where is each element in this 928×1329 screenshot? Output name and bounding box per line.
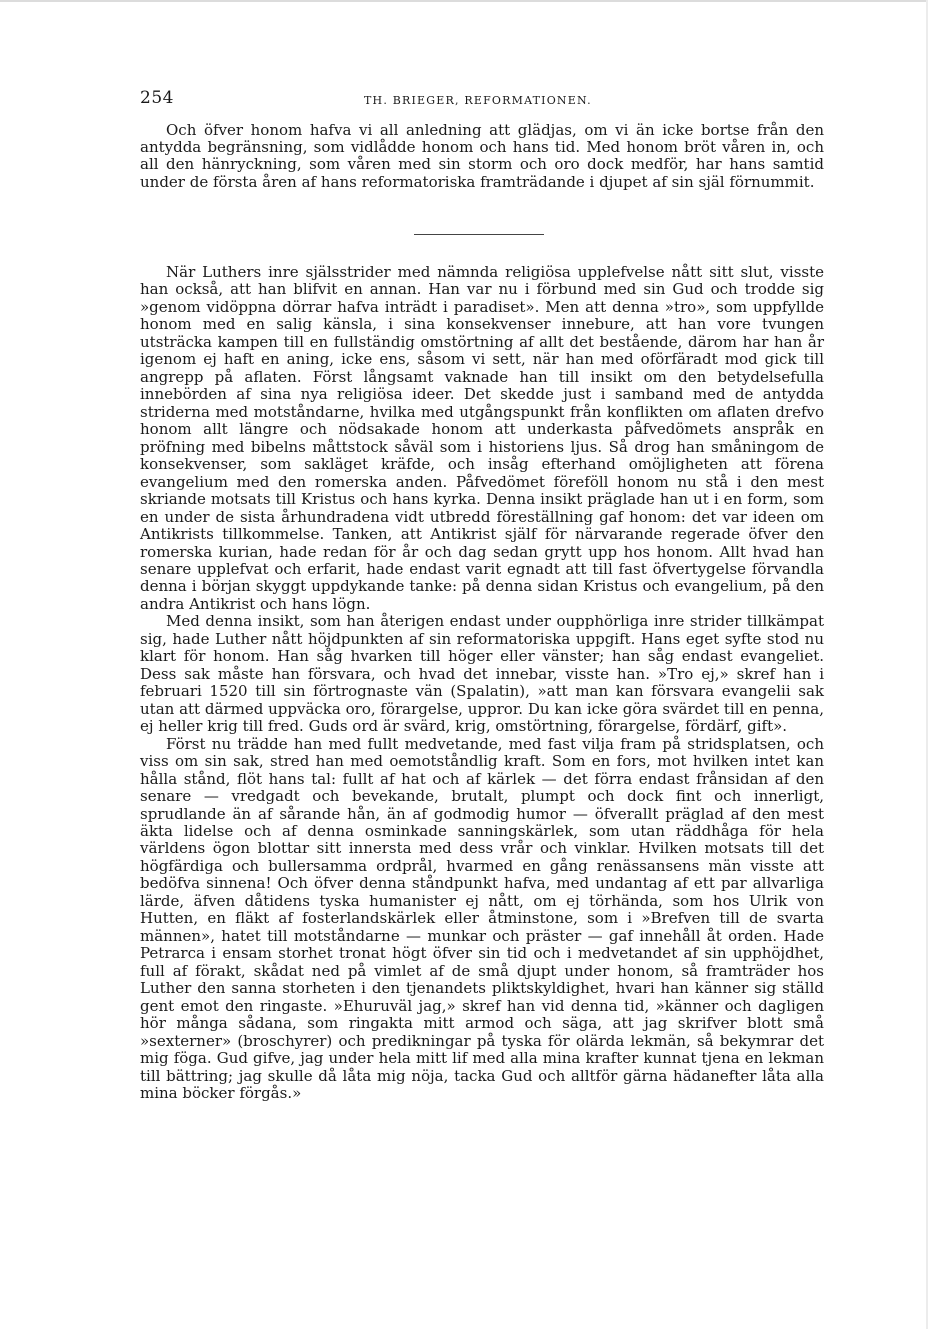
body-paragraph-2: Med denna insikt, som han återigen endast under oupphörliga inre strider tillkämpat sig, hade Luther nått höjdpunkten af sin reformatoriska uppgift. Hans eget syfte stod nu klart för honom. Han såg hvarken till höger eller vänster; han såg endast evangeliet. Dess sak måste han försvara, och hvad det innebar, visste han. »Tro ej,» skref han i februari 1520 till sin förtrognaste vän (Spalatin), »att man kan försvara evangelii sak utan att därmed uppväcka oro, förargelse, uppror. Du kan icke göra svärdet till en penna, ej heller krig till fred. Guds ord är svärd, krig, omstörtning, förargelse, fördärf, gift». — [140, 612, 824, 736]
scan-edge-top — [0, 0, 928, 2]
body-paragraph-3: Först nu trädde han med fullt medvetande, med fast vilja fram på stridsplatsen, och viss om sin sak, stred han med oemotståndlig kraft. Som en fors, mot hvilken intet kan hålla stånd, flöt hans tal: fullt af hat och af kärlek — det förra endast frånsidan af den senare — vredgadt och bevekande, brutalt, plumpt och dock fint och innerligt, sprudlande än af sårande hån, än af godmodig humor — öfverallt präglad af den mest äkta lidelse och af denna osminkade sanningskärlek, som utan räddhåga för hela världens ögon blottar sitt innersta med dess vrår och vinklar. Hvilken motsats till det högfärdiga och bullersamma ordprål, hvarmed en gång renässansens män visste att bedöfva sinnena! Och öfver denna ståndpunkt hafva, med undantag af ett par allvarliga lärde, äfven dåtidens tyska humanister ej nått, om ej törhända, som hos Ulrik von Hutten, en fläkt af fosterlandskärlek eller åtminstone, som i »Brefven till de svarta männen», hatet till motståndarne — munkar och präster — gaf innehåll åt orden. Hade Petrarca i ensam storhet tronat högt öfver sin tid och i medvetandet af sin upphöjdhet, full af förakt, skådat ned på vimlet af de små djupt under honom, så framträder hos Luther den sanna storheten i den tjenandets pliktskyldighet, hvari han känner sig ställd gent emot den ringaste. »Ehuruväl jag,» skref han vid denna tid, »känner och dagligen hör många sådana, som ringakta mitt armod och säga, att jag skrifver blott små »sexterner» (broschyrer) och predikningar på tyska för olärda lekmän, så bekymrar det mig föga. Gud gifve, jag under hela mitt lif med alla mina krafter kunnat tjena en lekman till bättring; jag skulle då låta mig nöja, tacka Gud och alltför gärna hädanefter låta alla mina böcker förgås.» — [140, 734, 824, 1103]
intro-section — [140, 122, 824, 191]
body-section — [140, 264, 824, 1103]
running-head: TH. BRIEGER, REFORMATIONEN. — [364, 94, 592, 107]
page-number: 254 — [140, 88, 174, 108]
intro-paragraph: Och öfver honom hafva vi all anledning att glädjas, om vi än icke bortse från den antydda begränsning, som vidlådde honom och hans tid. Med honom bröt våren in, och all den hänryckning, som våren med sin storm och oro dock medför, har hans samtid under de första åren af hans reformatoriska framträdande i djupet af sin själ förnummit. — [140, 121, 824, 191]
section-divider — [414, 234, 544, 235]
body-paragraph-1: När Luthers inre själsstrider med nämnda religiösa upplefvelse nått sitt slut, visste han också, att han blifvit en annan. Han var nu i förbund med sin Gud och trodde sig »genom vidöppna dörrar hafva inträdt i paradiset». Men att denna »tro», som uppfyllde honom med en salig känsla, i sina konsekvenser innebure, att han vore tvungen utsträcka kampen till en fullständig omstörtning af allt det bestående, därom har han år igenom ej haft en aning, icke ens, såsom vi sett, när han med oförfäradt mod gick till angrepp på aflaten. Först långsamt vaknade han till insikt om den betydelsefulla innebörden af sina nya religiösa ideer. Det skedde just i samband med de antydda striderna med motståndarne, hvilka med utgångspunkt från konflikten om aflaten drefvo honom allt längre och nödsakade honom att underkasta påfvedömets anspråk en pröfning med bibelns måttstock såväl som i historiens ljus. Så drog han småningom de konsekvenser, som sakläget kräfde, och insåg efterhand omöjligheten att förena evangelium med den romerska anden. Påfvedömet föreföll honom nu stå i den mest skriande motsats till Kristus och hans kyrka. Denna insikt präglade han ut i en form, som en under de sista århundradena vidt utbredd föreställning gaf honom: det var ideen om Antikrists tillkommelse. Tanken, att Antikrist själf för närvarande regerade öfver den romerska kurian, hade redan för år och dag sedan grytt upp hos honom. Allt hvad han senare upplefvat och erfarit, hade endast varit egnadt att till fast öfvertygelse förvandla denna i början skyggt uppdykande tanke: på denna sidan Kristus och evangelium, på den andra Antikrist och hans lögn. — [140, 263, 824, 613]
